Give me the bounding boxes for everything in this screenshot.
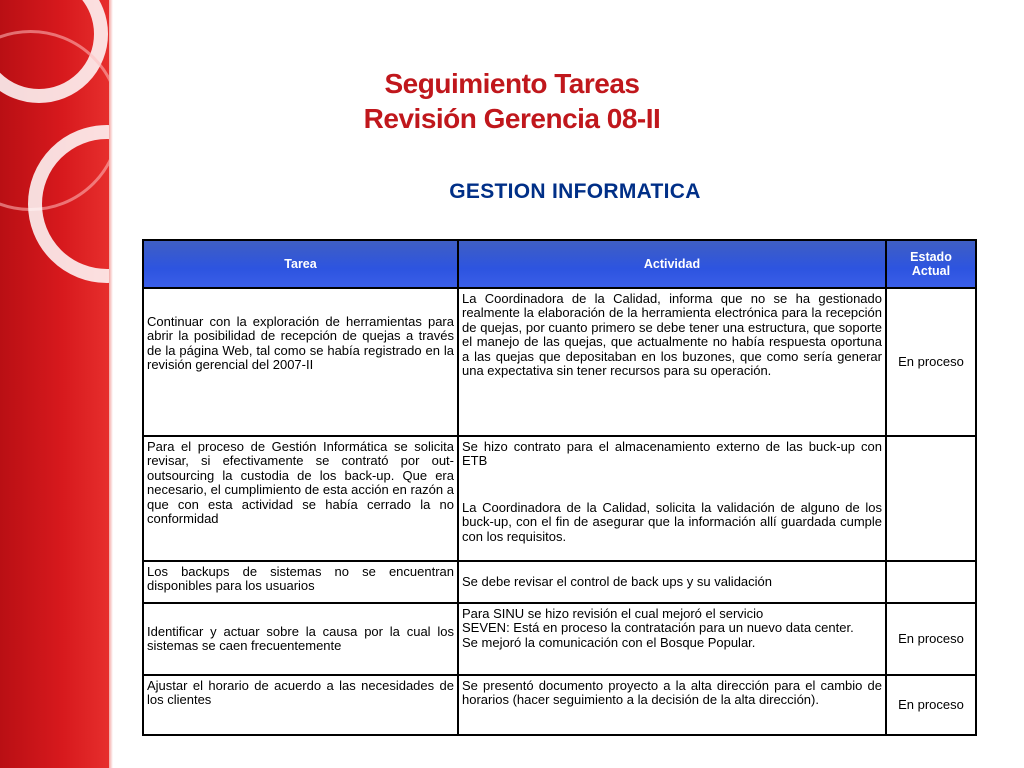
section-heading: GESTION INFORMATICA: [449, 180, 701, 203]
activity-text: SEVEN: Está en proceso la contratación para un nuevo data center.: [462, 620, 854, 636]
slide-title-line1: Seguimiento Tareas: [384, 68, 640, 99]
state-cell: En proceso: [886, 675, 976, 735]
state-cell: [886, 561, 976, 603]
task-table: [142, 239, 977, 736]
header-state: Estado Actual: [886, 240, 976, 288]
table-row: [143, 675, 976, 735]
state-cell: En proceso: [886, 603, 976, 675]
state-cell: [886, 436, 976, 561]
table-row: [143, 561, 976, 603]
activity-text: Se mejoró la comunicación con el Bosque Popular.: [462, 634, 756, 650]
state-cell: En proceso: [886, 288, 976, 436]
task-cell: Para el proceso de Gestión Informática se solicita revisar, si efectivamente se contrató por out-outsourcing la custodia de los back-up. Que era necesario, el cumplimiento de esta acción en razón a que con esta actividad se había cerrado la no conformidad: [143, 436, 458, 561]
activity-text: Se debe revisar el control de back ups y su validación: [462, 573, 773, 589]
activity-text: Se hizo contrato para el almacenamiento externo de las buck-up con ETB: [462, 439, 882, 469]
slide-title-line2: Revisión Gerencia 08-II: [363, 103, 661, 134]
activity-text: La Coordinadora de la Calidad, informa que no se ha gestionado realmente la elaboración de la herramienta electrónica para la recepción de quejas, por cuanto primero se debe tener una estructura, que soporte el manejo de las quejas, que actualmente no había respuesta oportuna a las quejas que depositaban en los buzones, que como sería generar una expectativa sin tener recursos para su operación.: [462, 291, 882, 379]
activity-text: Se presentó documento proyecto a la alta dirección para el cambio de horarios (hacer seguimiento a la decisión de la alta dirección).: [462, 678, 882, 708]
task-cell: Continuar con la exploración de herramientas para abrir la posibilidad de recepción de quejas a través de la página Web, tal como se había registrado en la revisión gerencial del 2007-II: [143, 288, 458, 436]
activity-text: Para SINU se hizo revisión el cual mejoró el servicio: [462, 606, 764, 621]
activity-cell: [458, 436, 886, 561]
task-cell: Ajustar el horario de acuerdo a las necesidades de los clientes: [143, 675, 458, 735]
header-activity: Actividad: [458, 240, 886, 288]
table-row: [143, 436, 976, 561]
table-header-row: [143, 240, 976, 288]
activity-cell: [458, 561, 886, 603]
header-task: Tarea: [143, 240, 458, 288]
spacer: [462, 469, 882, 501]
activity-cell: [458, 288, 886, 436]
table-row: [143, 288, 976, 436]
activity-cell: [458, 675, 886, 735]
task-cell: Los backups de sistemas no se encuentran disponibles para los usuarios: [143, 561, 458, 603]
table-row: [143, 603, 976, 675]
activity-text: La Coordinadora de la Calidad, solicita la validación de alguno de los buck-up, con el fin de asegurar que la información allí guardada cumple con los requisitos.: [462, 499, 882, 544]
activity-cell: [458, 603, 886, 675]
task-cell: Identificar y actuar sobre la causa por la cual los sistemas se caen frecuentemente: [143, 603, 458, 675]
